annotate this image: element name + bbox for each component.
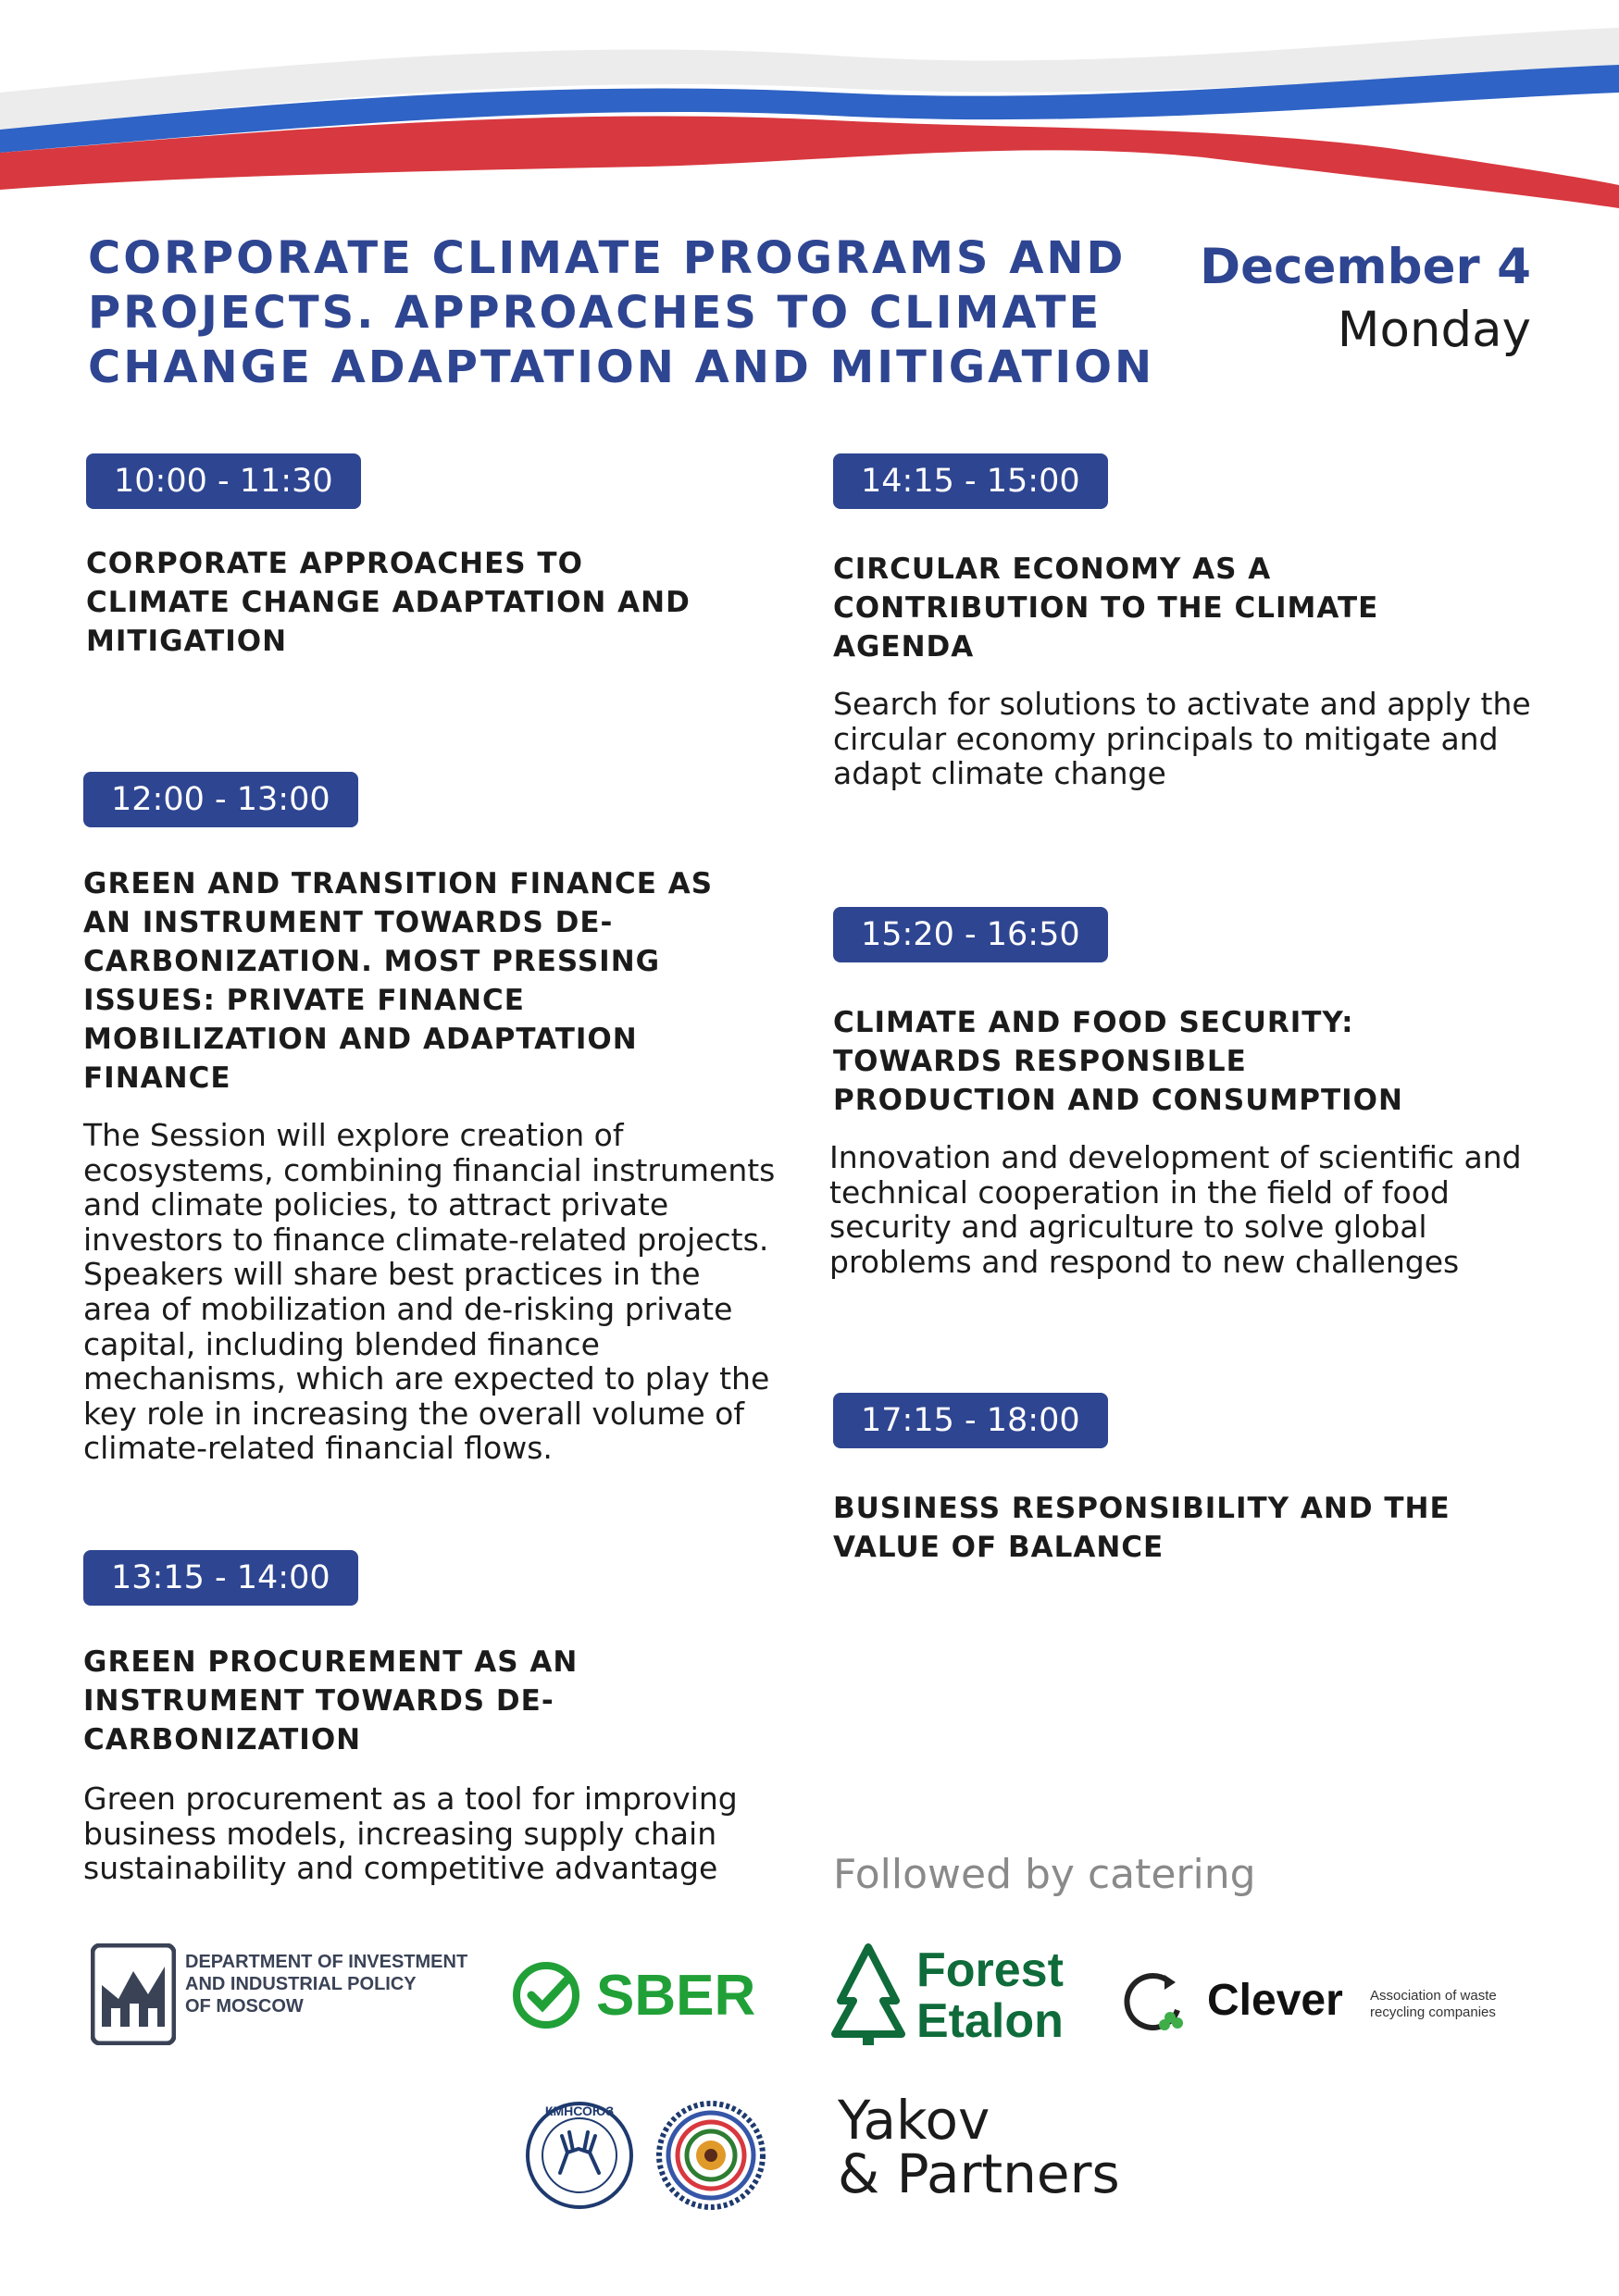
page-title: CORPORATE CLIMATE PROGRAMS AND PROJECTS. APPROACHES TO CLIMATE CHANGE ADAPTATION AND MITIGATION [88,232,1155,393]
clover-recycle-icon [1122,1969,1187,2034]
session-6 [833,1393,1537,1567]
kmnsoyuz-seal-text: КМНСОЮЗ [544,2104,615,2118]
session-description: The Session will explore creation of ecosystems, combining financial instruments and climate policies, to attract private investors to finance climate-related projects. Speakers will share best practices in the area of mobilization and de-risking private capital, including blended finance mechanisms, which are expected to play the key role in increasing the overall volume of climate-related financial flows. [83,1117,776,1467]
session-5 [829,907,1537,1280]
session-title: CLIMATE AND FOOD SECURITY: TOWARDS RESPONSIBLE PRODUCTION AND CONSUMPTION [833,1006,1403,1117]
session-time-badge: 14:15 - 15:00 [833,453,1108,509]
yakov-logo-line2: & Partners [838,2142,1120,2205]
moscow-logo-line1: DEPARTMENT OF INVESTMENT [185,1952,468,1972]
session-4 [833,453,1537,791]
event-date: December 4 [1200,239,1531,295]
session-description: Green procurement as a tool for improving business models, increasing supply chain sustainability and competitive advantage [83,1781,738,1887]
session-time-badge: 17:15 - 18:00 [833,1393,1108,1448]
session-time-badge: 10:00 - 11:30 [86,453,361,509]
session-title: BUSINESS RESPONSIBILITY AND THE VALUE OF BALANCE [833,1492,1451,1564]
session-time-badge: 13:15 - 14:00 [83,1550,358,1606]
catering-note: Followed by catering [833,1851,1256,1898]
clever-sub-line2: recycling companies [1370,2004,1496,2020]
session-title: CIRCULAR ECONOMY AS A CONTRIBUTION TO THE CLIMATE AGENDA [833,552,1379,664]
sber-logo-text: SBER [596,1964,756,2028]
forest-logo-line2: Etalon [916,1994,1064,2048]
event-weekday: Monday [1337,302,1531,358]
event-date-block [1200,236,1531,362]
session-title: CORPORATE APPROACHES TO CLIMATE CHANGE ADAPTATION AND MITIGATION [86,547,691,658]
session-time-badge: 15:20 - 16:50 [833,907,1108,962]
moscow-logo-line2: AND INDUSTRIAL POLICY [185,1974,417,1994]
russian-flag-ribbon [0,0,1619,213]
session-3 [83,1550,787,1886]
clever-logo-text: Clever [1207,1976,1343,2025]
yakov-logo-line1: Yakov [838,2089,990,2152]
session-1 [86,453,734,661]
ornament-circle-logo [654,2099,767,2212]
clever-sub-line1: Association of waste [1370,1988,1497,2004]
yakov-partners-logo [838,2089,1120,2205]
forest-etalon-logo [831,1943,1072,2050]
session-title: GREEN AND TRANSITION FINANCE AS AN INSTRUMENT TOWARDS DE-CARBONIZATION. MOST PRESSING ISSUES: PRIVATE FINANCE MOBILIZATION AND ADAPTATION FINANCE [83,867,714,1095]
forest-logo-line1: Forest [916,1943,1064,1997]
moscow-crest-icon [91,1943,176,2045]
clever-logo [1122,1967,1538,2042]
sber-check-icon [511,1960,581,2030]
moscow-logo-line3: OF MOSCOW [185,1996,304,2017]
moscow-department-logo [91,1943,479,2045]
session-2 [83,772,787,1466]
session-description: Innovation and development of scientific and technical cooperation in the field of food security and agriculture to solve global problems and respond to new challenges [829,1139,1522,1280]
tree-icon [831,1943,905,2047]
session-title: GREEN PROCUREMENT AS AN INSTRUMENT TOWARDS DE-CARBONIZATION [83,1645,579,1756]
session-time-badge: 12:00 - 13:00 [83,772,358,827]
sber-logo [511,1960,770,2034]
kmnsoyuz-seal-logo [523,2099,636,2212]
session-description: Search for solutions to activate and apply the circular economy principals to mitigate and adapt climate change [833,686,1531,792]
